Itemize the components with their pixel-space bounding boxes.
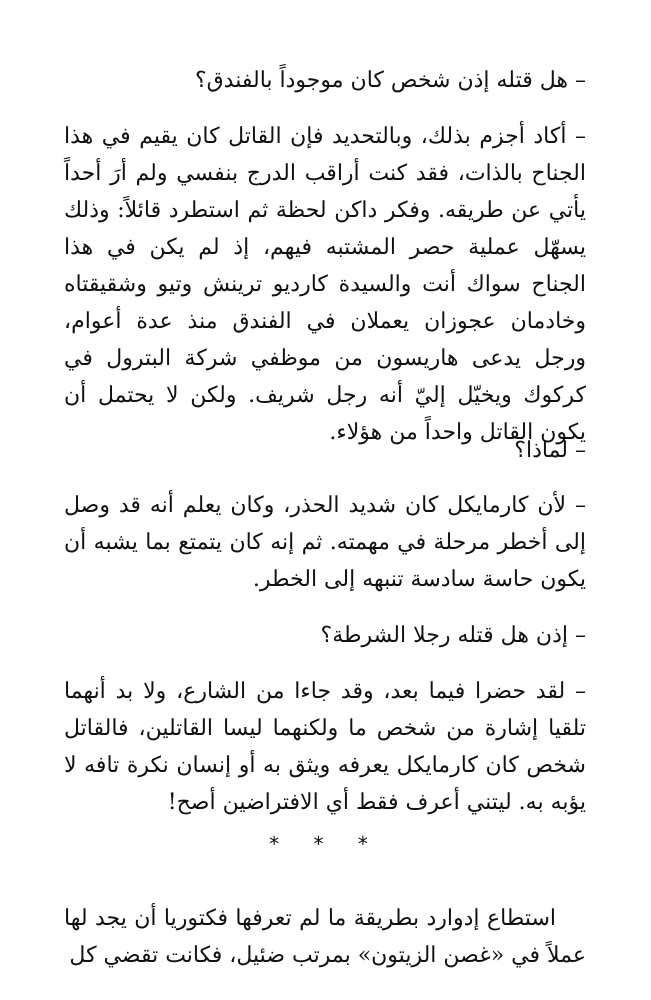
dialogue-line-question-hotel: – هل قتله إذن شخص كان موجوداً بالفندق؟ <box>194 68 586 93</box>
dialogue-paragraph-suspects: – أكاد أجزم بذلك، وبالتحديد فإن القاتل كان يقيم في هذا الجناح بالذات، فقد كنت أراقب الدرج بنفسي ولم أرَ أحداً يأتي عن طريقه. وفكر داكن لحظة ثم استطرد قائلاً: وذلك يسهّل عملية حصر المشتبه فيهم، إذ لم يكن في هذا الجناح سواك أنت والسيدة كارديو ترينش وتيو وشقيقتاه وخادمان عجوزان يعملان في الفندق منذ عدة أعوام، ورجل يدعى هاريسون من موظفي شركة البترول في كركوك ويخيّل إليّ أنه رجل شريف. ولكن لا يحتمل أن يكون القاتل واحداً من هؤلاء. <box>64 124 586 445</box>
dialogue-paragraph-killer: – لقد حضرا فيما بعد، وقد جاءا من الشارع، ولا بد أنهما تلقيا إشارة من شخص ما ولكنهما ليسا القاتلين، فالقاتل شخص كان كارمايكل يعرفه ويثق به أو إنسان نكرة تافه لا يؤبه به. ليتني أعرف فقط أي الافتراضين أصح! <box>64 679 586 815</box>
narrative-paragraph-victoria: استطاع إدوارد بطريقة ما لم تعرفها فكتوريا أن يجد لها عملاً في «غصن الزيتون» بمرتب ضئيل، فكانت تقضي كل <box>64 906 586 968</box>
dialogue-paragraph-carmichael: – لأن كارمايكل كان شديد الحذر، وكان يعلم أنه قد وصل إلى أخطر مرحلة في مهمته. ثم إنه كان يتمتع بما يشبه أن يكون حاسة سادسة تنبهه إلى الخطر. <box>64 493 586 592</box>
section-separator: * * * <box>269 832 382 856</box>
dialogue-line-police: – إذن هل قتله رجلا الشرطة؟ <box>320 623 586 648</box>
dialogue-line-why: – لماذا؟ <box>514 438 586 463</box>
